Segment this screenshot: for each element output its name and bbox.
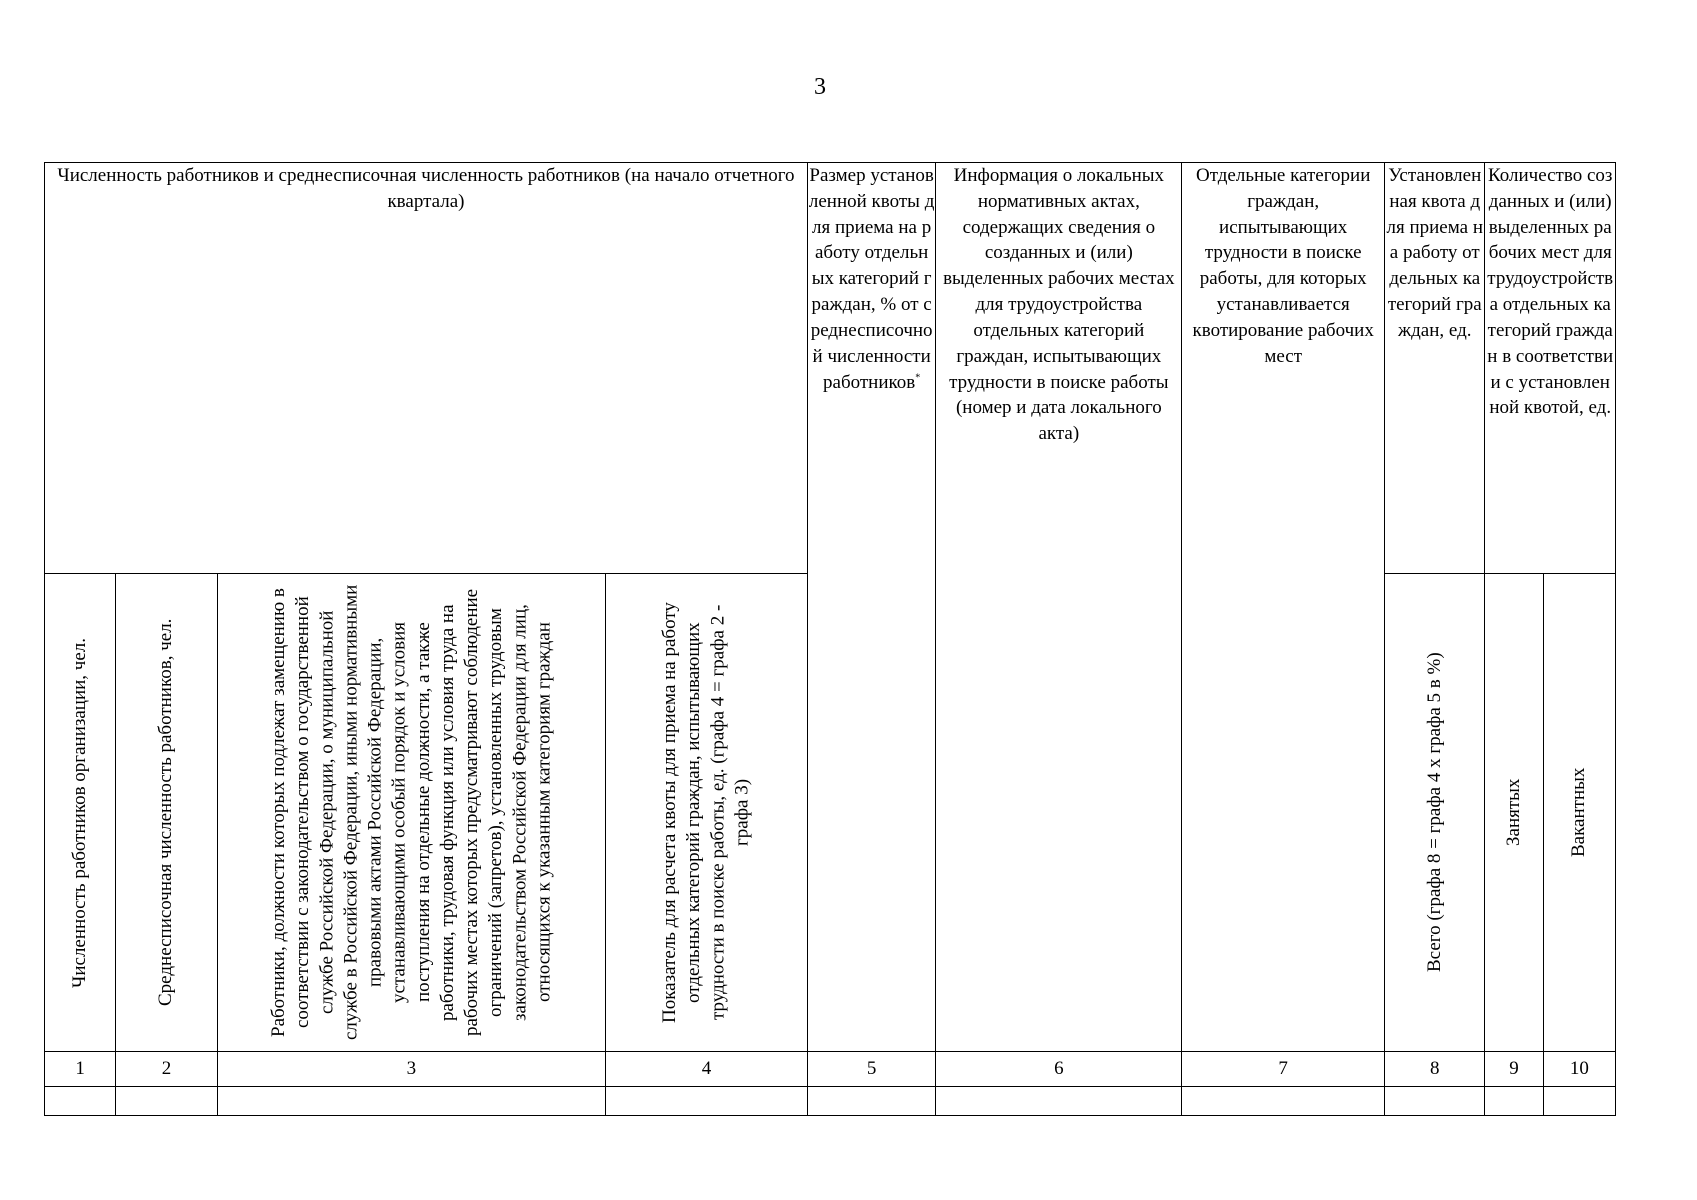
header-row: [45, 163, 1616, 574]
column-number: 2: [116, 1052, 217, 1087]
data-cell[interactable]: [1385, 1087, 1485, 1116]
column-number: 6: [936, 1052, 1182, 1087]
column-number-row: [45, 1052, 1616, 1087]
page-number: 3: [814, 74, 826, 100]
subheader-col-10: [1543, 574, 1615, 1052]
subheader-total: Всего (графа 8 = графа 4 x графа 5 в %): [1423, 652, 1445, 973]
subheader-col-4: [606, 574, 808, 1052]
data-cell[interactable]: [1543, 1087, 1615, 1116]
column-number: 8: [1385, 1052, 1485, 1087]
subheader-vacant: Вакантных: [1568, 767, 1590, 858]
header-local-acts: Информация о локальных нормативных актах, содержащих сведения о созданных и (или) выделенных рабочих местах для трудоустройства отдельных категорий граждан, испытывающих трудности в поиске работы (номер и дата локального акта): [936, 163, 1182, 1052]
subheader-employees-count: Численность работников организации, чел.: [69, 637, 91, 988]
header-citizen-categories: Отдельные категории граждан, испытывающих трудности в поиске работы, для которых устанавливается квотирование рабочих мест: [1182, 163, 1385, 1052]
column-number: 1: [45, 1052, 116, 1087]
subheader-col-3: [217, 574, 605, 1052]
subheader-excluded-workers: Работники, должности которых подлежат замещению в соответствии с законодательством о государственной службе Российской Федерации, о муниципальной службе в Российской Федерации, иными нормативными правовыми актами Российской Федерации, устанавливающими особый порядок и условия поступления на отдельные должности, а также работники, трудовая функция или условия труда на рабочих местах которых предусматривают соблюдение ограничений (запретов), установленных трудовым законодательством Российской Федерации для лиц, относящихся к указанным категориям граждан: [267, 584, 554, 1041]
subheader-col-9: [1485, 574, 1543, 1052]
data-cell[interactable]: [606, 1087, 808, 1116]
subheader-occupied: Занятых: [1502, 778, 1524, 847]
subheader-col-2: [116, 574, 217, 1052]
data-cell[interactable]: [936, 1087, 1182, 1116]
data-cell[interactable]: [1182, 1087, 1385, 1116]
data-cell[interactable]: [1485, 1087, 1543, 1116]
data-cell[interactable]: [807, 1087, 935, 1116]
data-cell[interactable]: [116, 1087, 217, 1116]
column-number: 7: [1182, 1052, 1385, 1087]
header-employee-count: Численность работников и среднесписочная численность работников (на начало отчетного квартала): [45, 163, 808, 574]
header-quota-size-text: Размер установленной квоты для приема на работу отдельных категорий граждан, % от среднесписочной численности работников: [808, 165, 935, 393]
data-cell[interactable]: [45, 1087, 116, 1116]
column-number: 10: [1543, 1052, 1615, 1087]
column-number: 4: [606, 1052, 808, 1087]
column-number: 5: [807, 1052, 935, 1087]
subheader-quota-base: Показатель для расчета квоты для приема на работу отдельных категорий граждан, испытывающих трудности в поиске работы, ед. (графа 4 = графа 2 - графа 3): [659, 602, 753, 1023]
subheader-col-8: [1385, 574, 1485, 1052]
header-established-quota: Установленная квота для приема на работу отдельных категорий граждан, ед.: [1385, 163, 1485, 574]
column-number: 9: [1485, 1052, 1543, 1087]
data-entry-row: [45, 1087, 1616, 1116]
data-cell[interactable]: [217, 1087, 605, 1116]
header-created-workplaces: Количество созданных и (или) выделенных рабочих мест для трудоустройства отдельных категорий граждан в соответствии с установленной квотой, ед.: [1485, 163, 1616, 574]
quota-report-table: [44, 162, 1616, 1116]
subheader-average-headcount: Среднесписочная численность работников, чел.: [155, 618, 177, 1007]
column-number: 3: [217, 1052, 605, 1087]
footnote-mark: *: [915, 372, 921, 384]
subheader-col-1: [45, 574, 116, 1052]
header-quota-size: [807, 163, 935, 1052]
